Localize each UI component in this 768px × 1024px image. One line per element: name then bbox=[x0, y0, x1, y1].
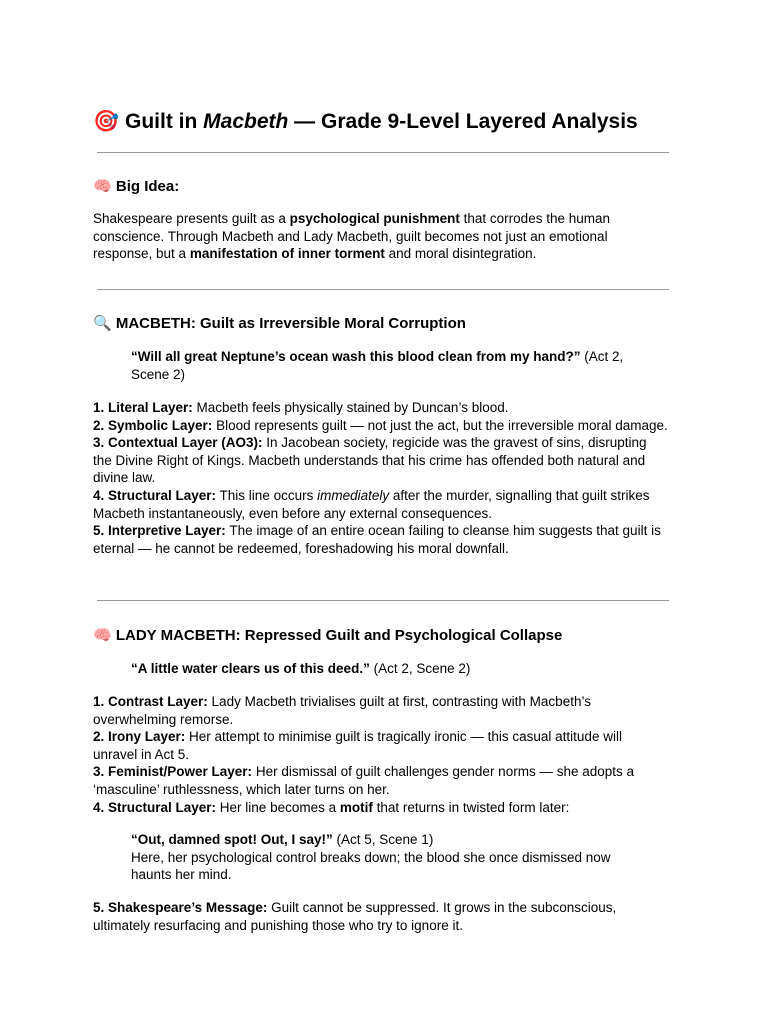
target-icon: 🎯 bbox=[93, 109, 120, 133]
title-suffix: — Grade 9-Level Layered Analysis bbox=[288, 110, 638, 133]
divider bbox=[97, 289, 669, 290]
lady-macbeth-heading-text: LADY MACBETH: Repressed Guilt and Psychological Collapse bbox=[115, 627, 563, 644]
brain-icon: 🧠 bbox=[93, 626, 112, 644]
layer-text: Macbeth feels physically stained by Duncan’s blood. bbox=[192, 400, 509, 415]
document-title bbox=[93, 106, 693, 137]
layer-label: 3. Contextual Layer (AO3): bbox=[93, 435, 263, 451]
quote-text: “Out, damned spot! Out, I say!” bbox=[131, 832, 333, 847]
macbeth-heading bbox=[93, 313, 466, 334]
big-idea-text: and moral disintegration. bbox=[384, 246, 537, 262]
lady-macbeth-layers bbox=[93, 693, 668, 816]
layer-text: Her line becomes a bbox=[216, 799, 340, 815]
layer-label: 4. Structural Layer: bbox=[93, 487, 217, 503]
big-idea-heading-text: Big Idea: bbox=[115, 178, 180, 195]
big-idea-bold: manifestation of inner torment bbox=[189, 246, 385, 262]
layer-label: 1. Literal Layer: bbox=[93, 400, 193, 415]
layer-text: Her dismissal of guilt challenges gender norms — she adopts a ‘masculine’ ruthlessness, which later turns on her. bbox=[93, 764, 635, 797]
layer-item bbox=[93, 399, 668, 417]
quote-text: “Will all great Neptune’s ocean wash this blood clean from my hand?” bbox=[131, 349, 581, 364]
quote-text: “A little water clears us of this deed.” bbox=[131, 661, 370, 676]
brain-icon: 🧠 bbox=[93, 177, 112, 195]
layer-text: Blood represents guilt — not just the act, but the irreversible moral damage. bbox=[212, 417, 668, 433]
big-idea-paragraph bbox=[93, 210, 668, 263]
title-prefix: Guilt in bbox=[125, 110, 204, 133]
big-idea-bold: psychological punishment bbox=[289, 211, 460, 226]
layer-label: 2. Irony Layer: bbox=[93, 729, 186, 745]
quote-note: Here, her psychological control breaks down; the blood she once dismissed now haunts her mind. bbox=[131, 849, 611, 883]
layer-item bbox=[93, 417, 668, 435]
out-damned-spot-quote bbox=[131, 831, 621, 884]
shakespeare-message bbox=[93, 899, 668, 934]
layer-item bbox=[93, 799, 668, 817]
layer-item bbox=[93, 728, 668, 763]
macbeth-layers bbox=[93, 399, 668, 557]
macbeth-heading-text: MACBETH: Guilt as Irreversible Moral Corruption bbox=[115, 315, 466, 332]
divider bbox=[97, 600, 669, 601]
layer-text: after the murder, signalling that guilt strikes Macbeth instantaneously, even before any external consequences. bbox=[93, 487, 650, 521]
title-emphasis: Macbeth bbox=[203, 110, 289, 133]
layer-text: In Jacobean society, regicide was the gravest of sins, disrupting the Divine Right of Kings. Macbeth understands that his crime has offended both natural and divine law. bbox=[93, 435, 647, 486]
macbeth-quote bbox=[131, 348, 651, 383]
layer-item bbox=[93, 522, 668, 557]
layer-label: 3. Feminist/Power Layer: bbox=[93, 764, 253, 780]
divider bbox=[97, 152, 669, 153]
layer-label: 5. Interpretive Layer: bbox=[93, 523, 226, 539]
layer-label: 4. Structural Layer: bbox=[93, 799, 217, 815]
lady-macbeth-quote bbox=[131, 660, 651, 678]
layer-item bbox=[93, 434, 668, 487]
big-idea-heading bbox=[93, 176, 179, 197]
message-text: Guilt cannot be suppressed. It grows in the subconscious, ultimately resurfacing and punishing those who try to ignore it. bbox=[93, 900, 617, 933]
quote-citation: (Act 5, Scene 1) bbox=[332, 832, 434, 847]
layer-text: The image of an entire ocean failing to cleanse him suggests that guilt is eternal — he cannot be redeemed, foreshadowing his moral downfall. bbox=[93, 523, 661, 556]
layer-item bbox=[93, 487, 668, 522]
layer-bold: motif bbox=[339, 799, 373, 815]
lady-macbeth-heading bbox=[93, 625, 562, 646]
layer-text: Lady Macbeth trivialises guilt at first, contrasting with Macbeth’s overwhelming remorse. bbox=[93, 694, 591, 727]
layer-italic: immediately bbox=[317, 487, 390, 503]
quote-citation: (Act 2, Scene 2) bbox=[369, 661, 471, 676]
big-idea-text: that corrodes the human conscience. Through Macbeth and Lady Macbeth, guilt becomes not just an emotional response, but a bbox=[93, 211, 610, 262]
quote-citation: (Act 2, Scene 2) bbox=[131, 349, 624, 382]
big-idea-text: Shakespeare presents guilt as a bbox=[93, 211, 290, 226]
message-label: 5. Shakespeare’s Message: bbox=[93, 900, 268, 915]
layer-text: Her attempt to minimise guilt is tragically ironic — this casual attitude will unravel in Act 5. bbox=[93, 729, 622, 762]
layer-text: This line occurs bbox=[216, 487, 318, 503]
magnifier-icon: 🔍 bbox=[93, 314, 112, 332]
layer-item bbox=[93, 763, 668, 798]
layer-item bbox=[93, 693, 668, 728]
layer-text: that returns in twisted form later: bbox=[372, 799, 570, 815]
layer-label: 1. Contrast Layer: bbox=[93, 694, 208, 709]
layer-label: 2. Symbolic Layer: bbox=[93, 417, 213, 433]
